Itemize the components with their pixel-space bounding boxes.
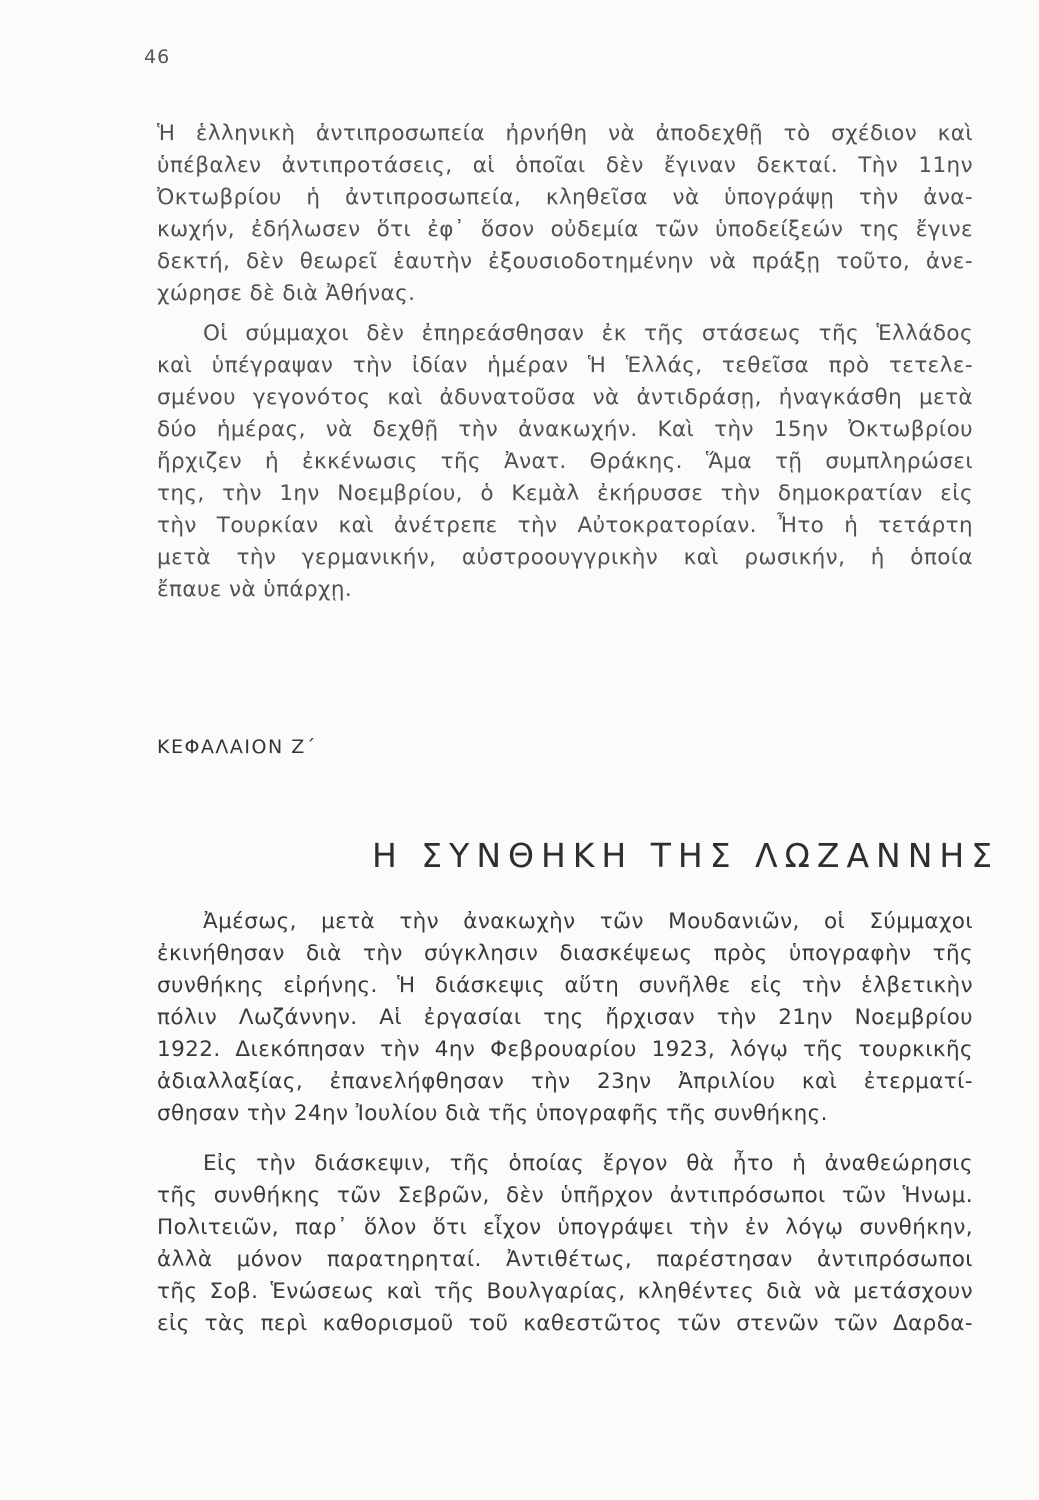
- text-line: ἀλλὰ μόνον παρατηρηταί. Ἀντιθέτως, παρέστησαν ἀντιπρόσωποι: [157, 1247, 973, 1272]
- text-line: τῆς Σοβ. Ἑνώσεως καὶ τῆς Βουλγαρίας, κληθέντες διὰ νὰ μετάσχουν: [157, 1279, 973, 1304]
- text-line: μετὰ τὴν γερμανικήν, αὐστροουγγρικὴν καὶ ρωσικήν, ἡ ὁποία: [157, 545, 973, 570]
- text-line: Ὀκτωβρίου ἡ ἀντιπροσωπεία, κληθεῖσα νὰ ὑπογράψῃ τὴν ἀνα-: [157, 185, 973, 210]
- text-line: ἐκινήθησαν διὰ τὴν σύγκλησιν διασκέψεως πρὸς ὑπογραφὴν τῆς: [157, 941, 973, 966]
- text-line: Εἰς τὴν διάσκεψιν, τῆς ὁποίας ἔργον θὰ ἦτο ἡ ἀναθεώρησις: [203, 1151, 973, 1176]
- text-line: δεκτή, δὲν θεωρεῖ ἑαυτὴν ἐξουσιοδοτημένην νὰ πράξῃ τοῦτο, ἀνε-: [157, 249, 973, 274]
- text-line: Ἀμέσως, μετὰ τὴν ἀνακωχὴν τῶν Μουδανιῶν, οἱ Σύμμαχοι: [203, 909, 973, 934]
- text-line: πόλιν Λωζάννην. Αἱ ἐργασίαι της ἤρχισαν τὴν 21ην Νοεμβρίου: [157, 1005, 973, 1030]
- text-line: κωχήν, ἐδήλωσεν ὅτι ἐφ᾽ ὅσον οὐδεμία τῶν ὑποδείξεών της ἔγινε: [157, 217, 973, 242]
- text-line: Ἡ ἑλληνικὴ ἀντιπροσωπεία ἠρνήθη νὰ ἀποδεχθῇ τὸ σχέδιον καὶ: [157, 121, 973, 146]
- chapter-title: Η ΣΥΝΘΗΚΗ ΤΗΣ ΛΩΖΑΝΝΗΣ: [372, 836, 1000, 875]
- paragraph-2: [157, 318, 973, 606]
- text-line: Οἱ σύμμαχοι δὲν ἐπηρεάσθησαν ἐκ τῆς στάσεως τῆς Ἑλλάδος: [203, 321, 973, 346]
- text-line: ἔπαυε νὰ ὑπάρχῃ.: [157, 577, 353, 602]
- text-line: σθησαν τὴν 24ην Ἰουλίου διὰ τῆς ὑπογραφῆς τῆς συνθήκης.: [157, 1101, 828, 1126]
- text-line: εἰς τὰς περὶ καθορισμοῦ τοῦ καθεστῶτος τῶν στενῶν τῶν Δαρδα-: [157, 1311, 973, 1336]
- text-line: σμένου γεγονότος καὶ ἀδυνατοῦσα νὰ ἀντιδράσῃ, ἠναγκάσθη μετὰ: [157, 385, 973, 410]
- text-line: χώρησε δὲ διὰ Ἀθήνας.: [157, 281, 416, 306]
- paragraph-1: [157, 118, 973, 310]
- page-number: 46: [144, 46, 171, 68]
- text-line: ἀδιαλλαξίας, ἐπανελήφθησαν τὴν 23ην Ἀπριλίου καὶ ἐτερματί-: [157, 1069, 973, 1094]
- text-line: τῆς συνθήκης τῶν Σεβρῶν, δὲν ὑπῆρχον ἀντιπρόσωποι τῶν Ἡνωμ.: [157, 1183, 973, 1208]
- text-line: ἤρχιζεν ἡ ἐκκένωσις τῆς Ἀνατ. Θράκης. Ἅμα τῇ συμπληρώσει: [157, 449, 973, 474]
- paragraph-4: [157, 1148, 973, 1340]
- text-line: ὑπέβαλεν ἀντιπροτάσεις, αἱ ὁποῖαι δὲν ἔγιναν δεκταί. Τὴν 11ην: [157, 153, 973, 178]
- text-line: 1922. Διεκόπησαν τὴν 4ην Φεβρουαρίου 1923, λόγῳ τῆς τουρκικῆς: [157, 1037, 973, 1062]
- text-line: της, τὴν 1ην Νοεμβρίου, ὁ Κεμὰλ ἐκήρυσσε τὴν δημοκρατίαν εἰς: [157, 481, 973, 506]
- paragraph-3: [157, 906, 973, 1130]
- text-line: Πολιτειῶν, παρ᾽ ὅλον ὅτι εἶχον ὑπογράψει τὴν ἐν λόγῳ συνθήκην,: [157, 1215, 973, 1240]
- text-line: συνθήκης εἰρήνης. Ἡ διάσκεψις αὕτη συνῆλθε εἰς τὴν ἑλβετικὴν: [157, 973, 973, 998]
- text-line: δύο ἡμέρας, νὰ δεχθῇ τὴν ἀνακωχήν. Καὶ τὴν 15ην Ὀκτωβρίου: [157, 417, 973, 442]
- chapter-label: ΚΕΦΑΛΑΙΟΝ Ζ΄: [157, 736, 317, 758]
- text-line: τὴν Τουρκίαν καὶ ἀνέτρεπε τὴν Αὐτοκρατορίαν. Ἦτο ἡ τετάρτη: [157, 513, 973, 538]
- text-line: καὶ ὑπέγραψαν τὴν ἰδίαν ἡμέραν Ἡ Ἑλλάς, τεθεῖσα πρὸ τετελε-: [157, 353, 973, 378]
